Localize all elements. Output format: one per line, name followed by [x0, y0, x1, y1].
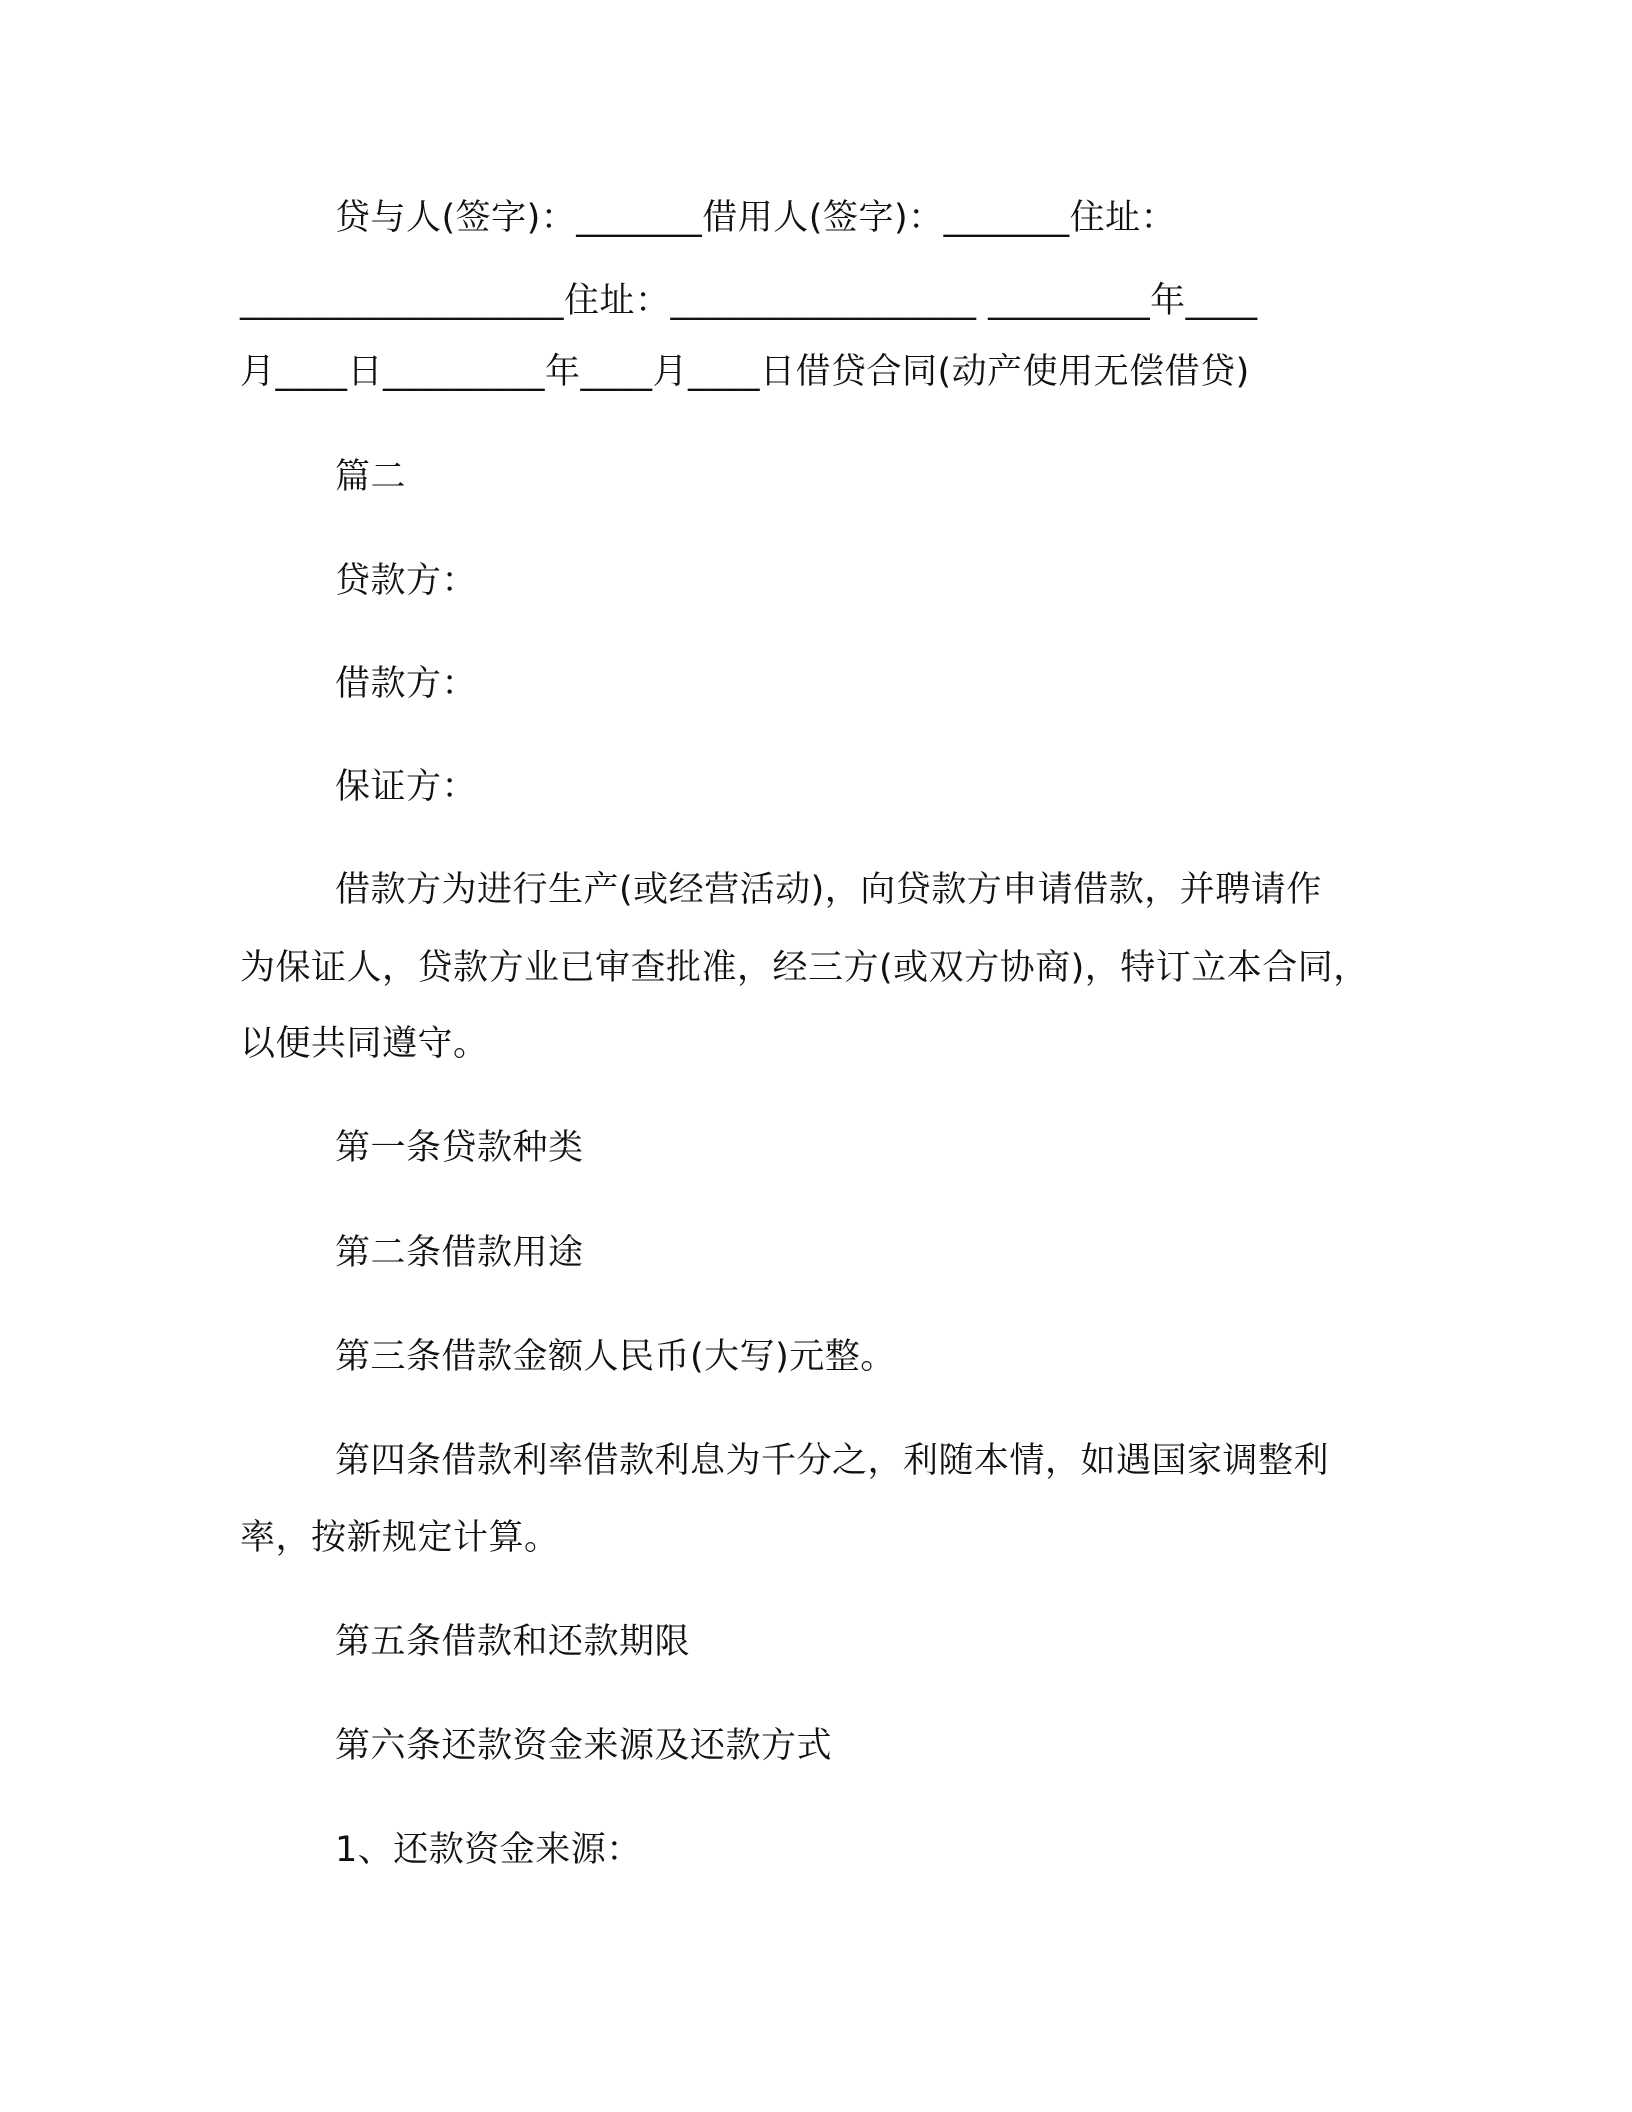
section-heading: 篇二	[335, 457, 407, 497]
article-1: 第一条贷款种类	[335, 1128, 584, 1168]
guarantor-label: 保证方：	[335, 767, 478, 807]
preamble-paragraph-line-1: 借款方为进行生产(或经营活动)，向贷款方申请借款，并聘请作	[335, 870, 1322, 910]
date-title-line: 月____日_________年____月____日借贷合同(动产使用无偿借贷)	[240, 352, 1250, 392]
repayment-source-item: 1、还款资金来源：	[335, 1830, 642, 1870]
article-5: 第五条借款和还款期限	[335, 1622, 691, 1662]
article-4-line-2: 率，按新规定计算。	[240, 1518, 560, 1558]
article-3: 第三条借款金额人民币(大写)元整。	[335, 1337, 896, 1377]
borrower-label: 借款方：	[335, 664, 478, 704]
lender-label: 贷款方：	[335, 561, 478, 601]
article-4-line-1: 第四条借款利率借款利息为千分之，利随本情，如遇国家调整利	[335, 1441, 1330, 1481]
article-2: 第二条借款用途	[335, 1233, 584, 1273]
article-6: 第六条还款资金来源及还款方式	[335, 1726, 833, 1766]
signature-line: 贷与人(签字)：_______借用人(签字)：_______住址：	[335, 198, 1177, 238]
preamble-paragraph-line-2: 为保证人，贷款方业已审查批准，经三方(或双方协商)，特订立本合同，	[240, 948, 1369, 988]
address-line: __________________住址：_________________ _________年____	[240, 281, 1258, 321]
preamble-paragraph-line-3: 以便共同遵守。	[240, 1024, 489, 1064]
